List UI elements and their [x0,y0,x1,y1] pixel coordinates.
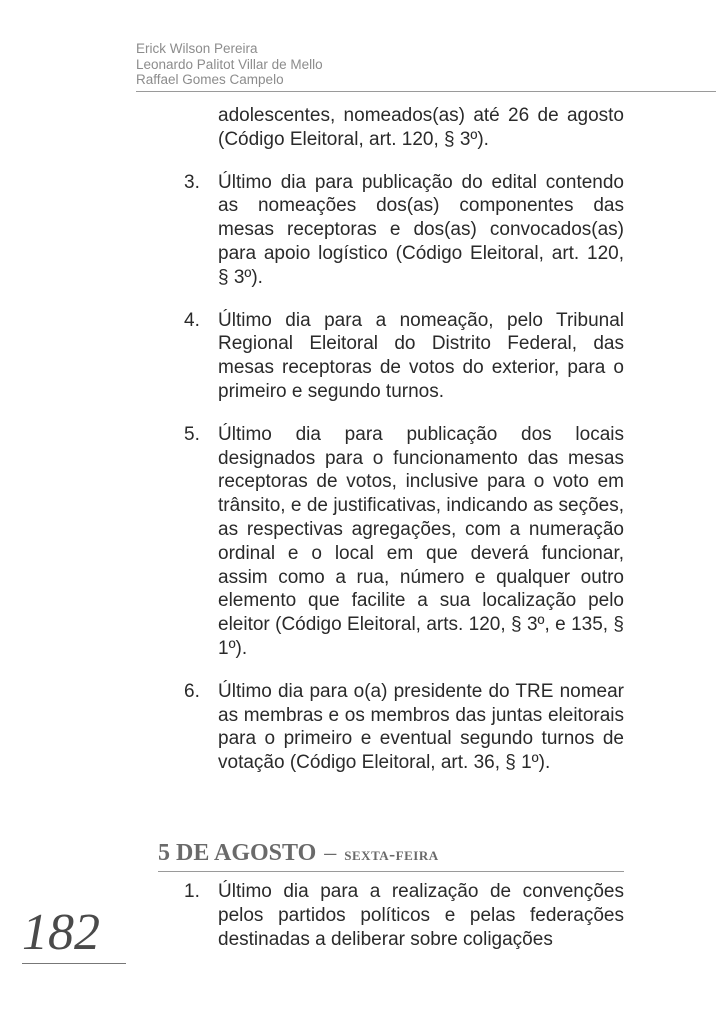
list-item [180,171,624,290]
header-divider [136,91,716,92]
list-item [180,423,624,661]
list-item-text: Último dia para publicação dos locais designados para o funcionamento das mesas receptoras de votos, inclusive para o voto em trânsito, e de justificativas, indicando as seções, as respectivas agregações, com a numeração ordinal e o local em que deverá funcionar, assim como a rua, número e qualquer outro elemento que facilite a sua localização pelo eleitor (Código Eleitoral, arts. 120, § 3º, e 135, § 1º). [218,423,624,659]
list-item-text: Último dia para a nomeação, pelo Tribunal Regional Eleitoral do Distrito Federal, das mesas receptoras de votos do exterior, para o primeiro e segundo turnos. [218,309,624,402]
running-header-authors [136,41,323,88]
section-divider [158,871,624,872]
list-item-number: 1. [184,881,200,902]
list-item-number: 4. [184,309,200,331]
list-item [180,680,624,775]
section-dash: – [324,840,337,866]
list-item-number: 3. [184,171,200,193]
continued-paragraph: adolescentes, nomeados(as) até 26 de agosto (Código Eleitoral, art. 120, § 3º). [218,105,624,150]
list-item [180,880,624,951]
list-item-text: Último dia para publicação do edital contendo as nomeações dos(as) componentes das mesas receptoras e dos(as) convocados(as) para apoio logístico (Código Eleitoral, art. 120, § 3º). [218,171,624,288]
section-list [180,880,624,951]
list-item-number: 6. [184,680,200,702]
page-number: 182 [22,904,100,961]
section-date: 5 DE AGOSTO [158,840,317,866]
author-name: Raffael Gomes Campelo [136,72,284,87]
list-item-text: Último dia para a realização de convenções pelos partidos políticos e pelas federações destinadas a deliberar sobre coligações [218,881,624,950]
section-title [158,838,624,869]
section-weekday: sexta-feira [344,844,439,864]
list-item-number: 5. [184,423,200,445]
author-name: Erick Wilson Pereira [136,41,258,56]
date-section-heading [158,838,624,872]
page-body [180,104,624,775]
page-number-rule [22,963,126,964]
author-name: Leonardo Palitot Villar de Mello [136,56,323,72]
list-item [180,309,624,404]
list-item-text: Último dia para o(a) presidente do TRE nomear as membras e os membros das juntas eleitorais para o primeiro e eventual segundo turnos de votação (Código Eleitoral, art. 36, § 1º). [218,680,624,774]
